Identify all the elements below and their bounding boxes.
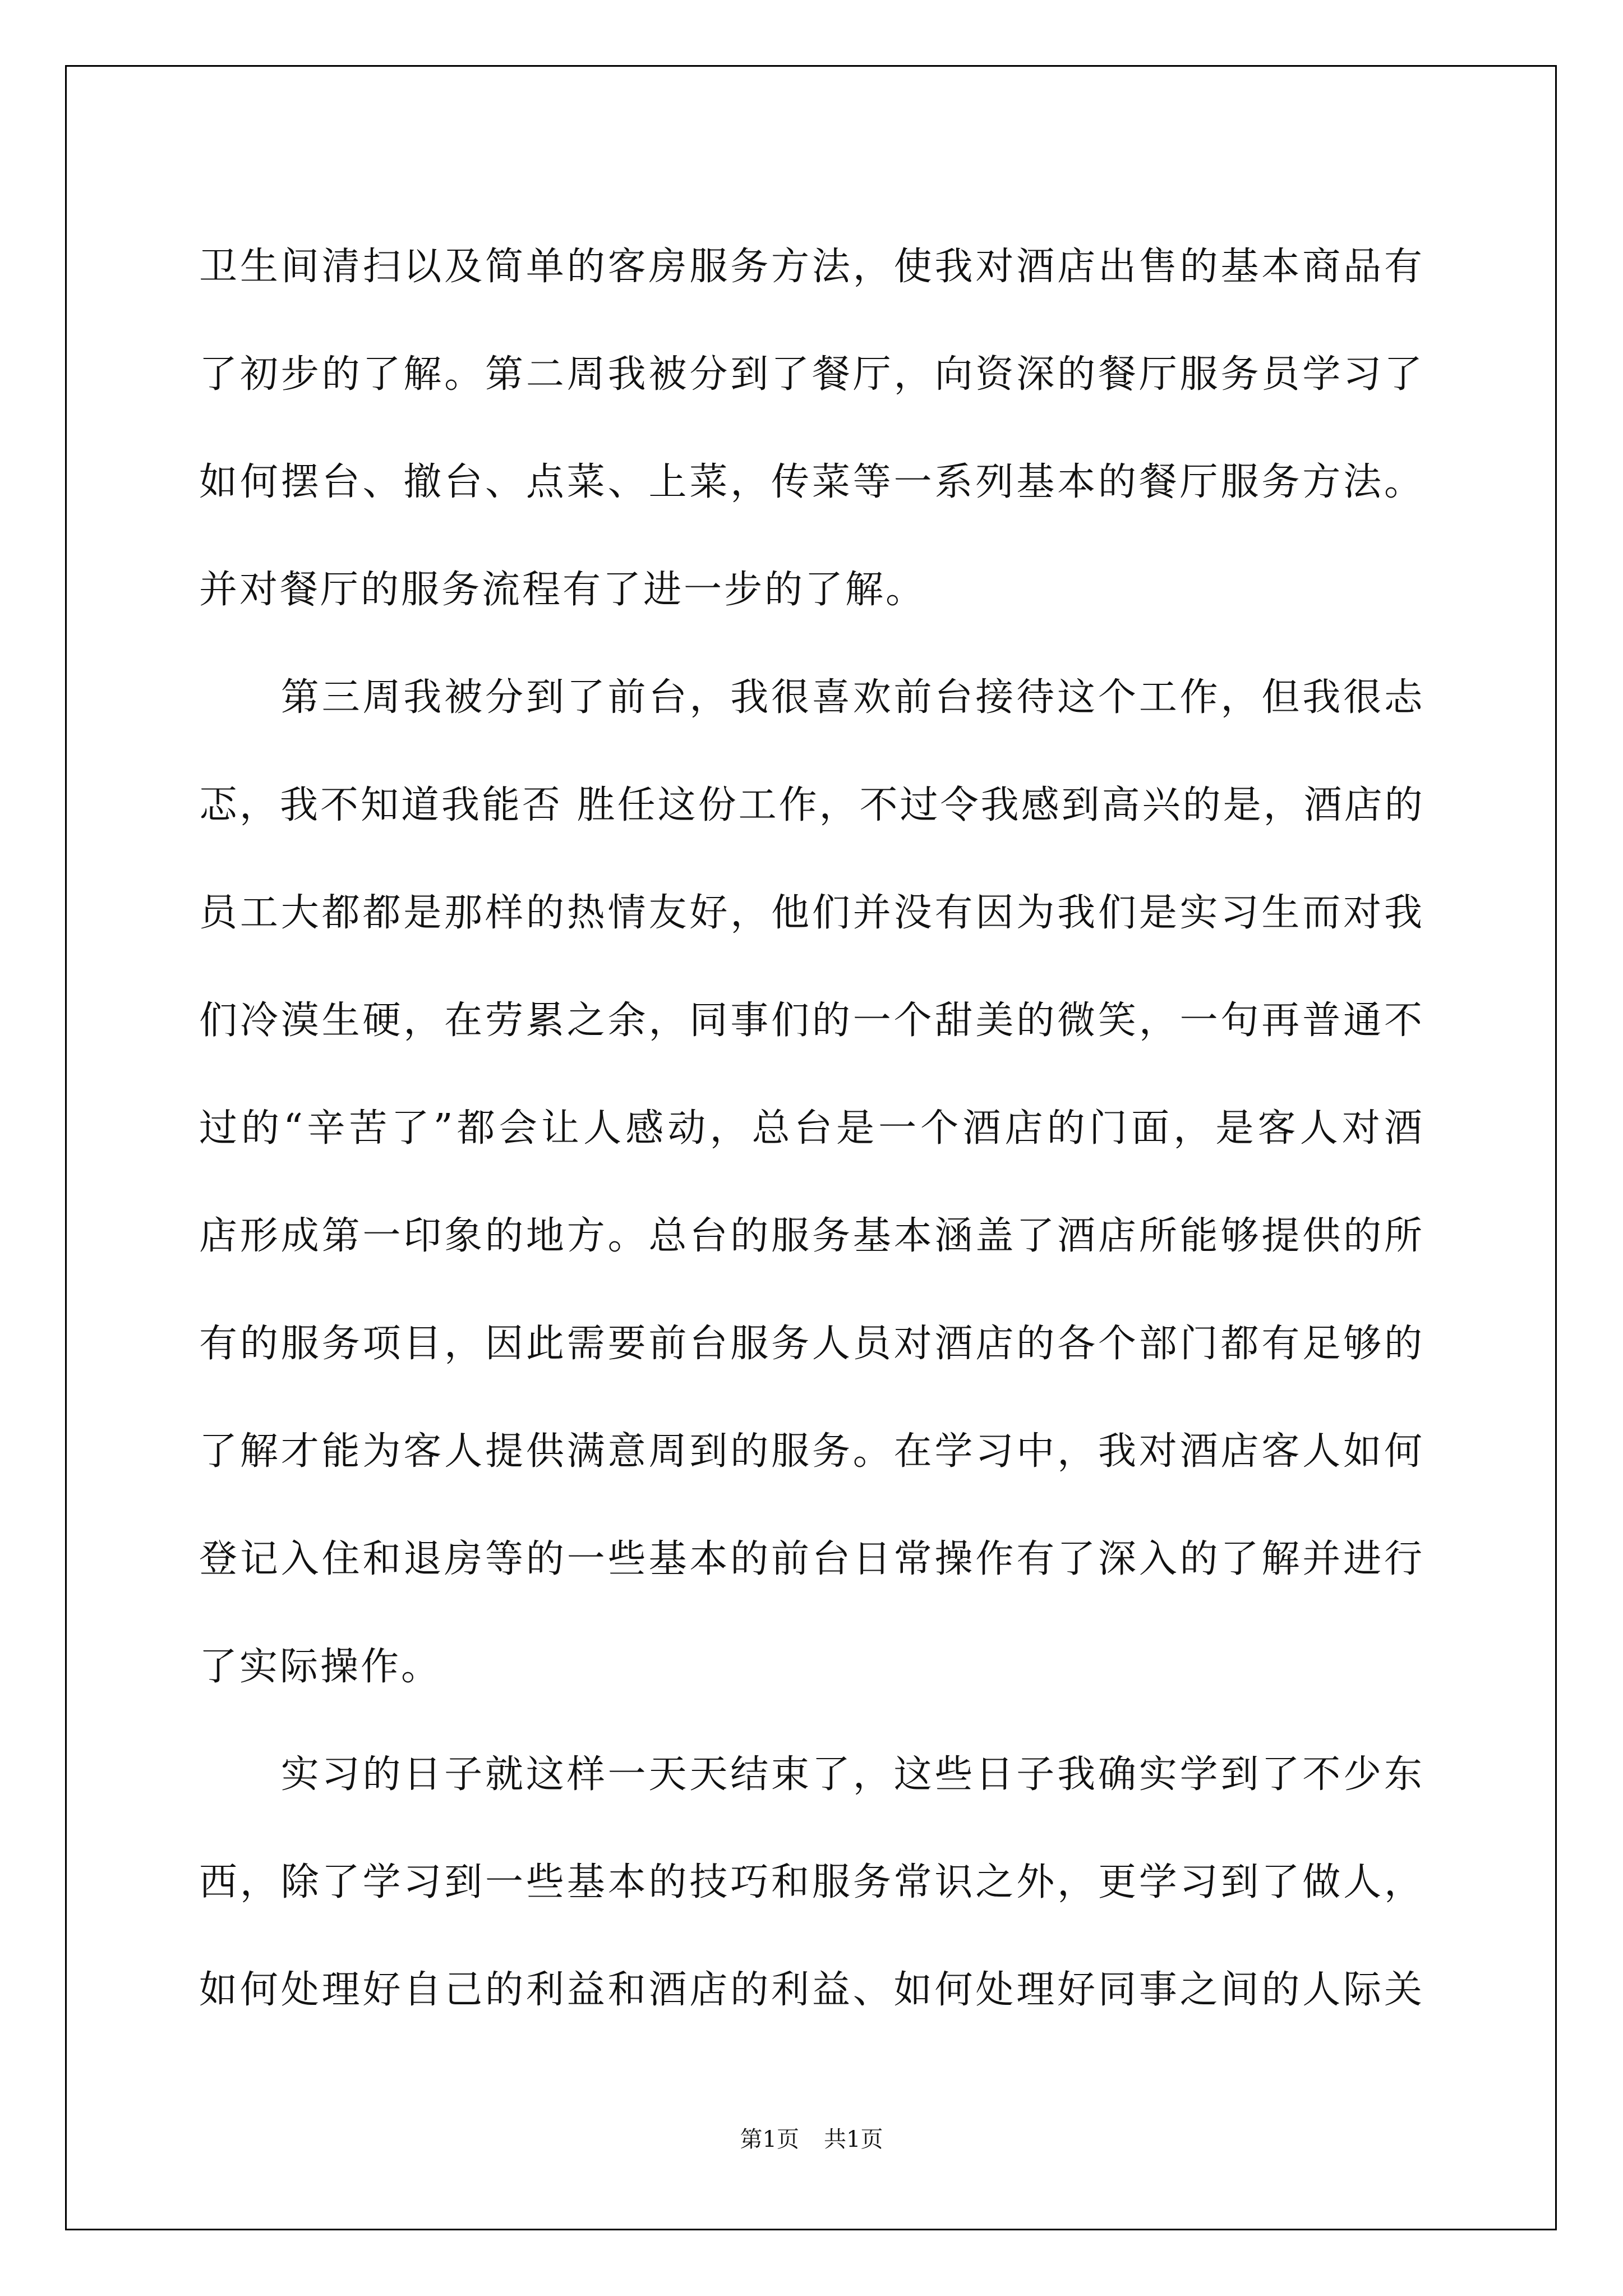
page-number: 第1页: [740, 2127, 799, 2152]
text-line: 西，除了学习到一些基本的技巧和服务常识之外，更学习到了做人，: [199, 1860, 1424, 1904]
text-line: 忑，我不知道我能否 胜任这份工作，不过令我感到高兴的是，酒店的: [199, 783, 1425, 827]
text-line: 了解才能为客人提供满意周到的服务。在学习中，我对酒店客人如何: [199, 1429, 1424, 1474]
page-footer: [0, 2122, 1623, 2154]
text-line: 有的服务项目，因此需要前台服务人员对酒店的各个部门都有足够的: [199, 1322, 1424, 1366]
text-line: 并对餐厅的服务流程有了进一步的了解。: [199, 568, 926, 612]
text-line: 如何摆台、撤台、点菜、上菜，传菜等一系列基本的餐厅服务方法。: [199, 460, 1424, 504]
text-line: 实习的日子就这样一天天结束了，这些日子我确实学到了不少东: [199, 1752, 1424, 1797]
text-line: 员工大都都是那样的热情友好，他们并没有因为我们是实习生而对我: [199, 891, 1424, 935]
text-line: 如何处理好自己的利益和酒店的利益、如何处理好同事之间的人际关: [199, 1968, 1424, 2012]
text-line: 了实际操作。: [199, 1645, 442, 1689]
text-line: 登记入住和退房等的一些基本的前台日常操作有了深入的了解并进行: [199, 1537, 1424, 1581]
text-line: 店形成第一印象的地方。总台的服务基本涵盖了酒店所能够提供的所: [199, 1214, 1424, 1258]
text-line: 第三周我被分到了前台，我很喜欢前台接待这个工作，但我很忐: [199, 675, 1424, 720]
text-line: 们冷漠生硬，在劳累之余，同事们的一个甜美的微笑，一句再普通不: [199, 999, 1424, 1043]
page-total: 共1页: [824, 2127, 883, 2152]
text-line: 卫生间清扫以及简单的客房服务方法，使我对酒店出售的基本商品有: [199, 245, 1424, 289]
text-line: 过的“辛苦了”都会让人感动，总台是一个酒店的门面，是客人对酒: [199, 1106, 1424, 1151]
text-line: 了初步的了解。第二周我被分到了餐厅，向资深的餐厅服务员学习了: [199, 352, 1424, 397]
document-body: [199, 213, 1424, 2044]
